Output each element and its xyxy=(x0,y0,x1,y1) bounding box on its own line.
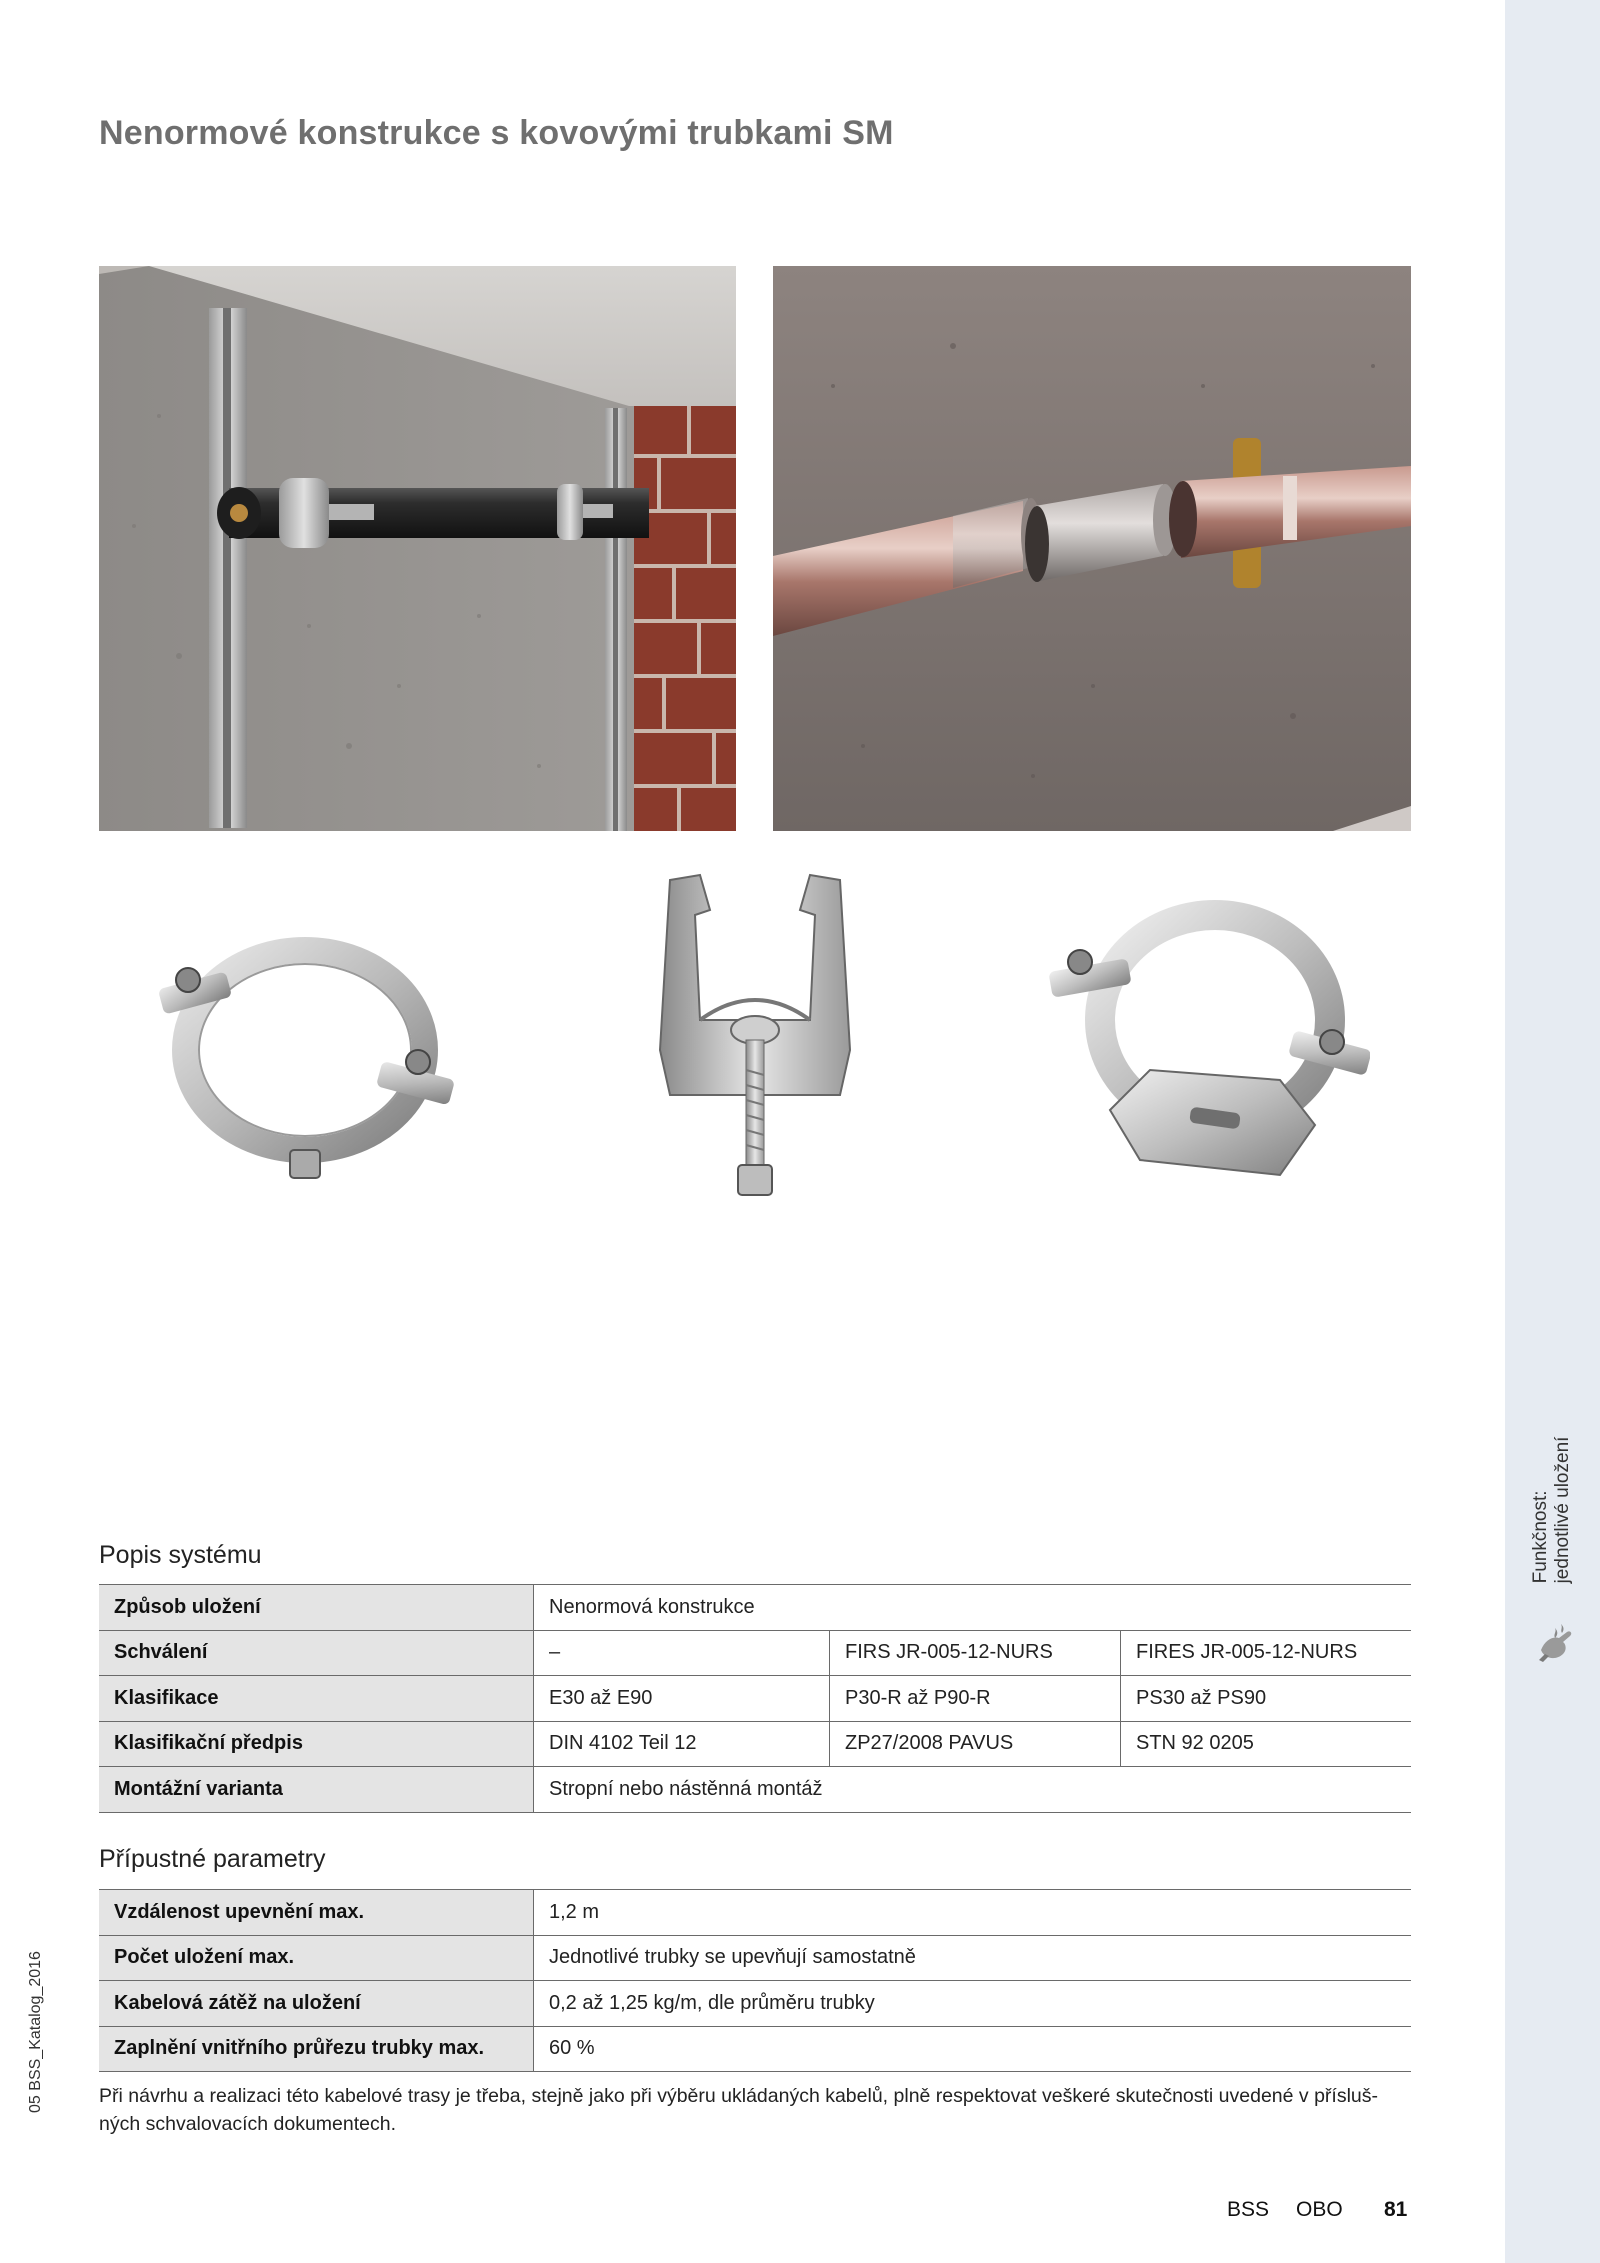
row-value: STN 92 0205 xyxy=(1121,1721,1412,1767)
permissible-parameters-table xyxy=(99,1889,1411,2072)
footer-brand-obo: OBO xyxy=(1296,2198,1343,2221)
section-side-label xyxy=(1530,1437,1574,1584)
row-label: Kabelová zátěž na uložení xyxy=(99,1981,534,2027)
pipe-clamp-two-screw-image xyxy=(140,870,470,1215)
system-description-table xyxy=(99,1584,1411,1813)
row-value: 1,2 m xyxy=(534,1890,1412,1936)
catalog-code: 05 BSS_Katalog_2016 xyxy=(27,1951,44,2113)
row-label: Počet uložení max. xyxy=(99,1935,534,1981)
row-value: – xyxy=(534,1630,830,1676)
side-label-line-1: Funkčnost: xyxy=(1530,1490,1551,1584)
page-number: 81 xyxy=(1384,2198,1408,2221)
strut-pipe-clip-image xyxy=(640,870,870,1215)
page-title: Nenormové konstrukce s kovovými trubkami SM xyxy=(99,114,894,152)
table-row xyxy=(99,1630,1411,1676)
table-row xyxy=(99,1890,1411,1936)
side-label-line-2: jednotlivé uložení xyxy=(1552,1436,1573,1584)
row-value: P30-R až P90-R xyxy=(830,1676,1121,1722)
row-label: Zaplnění vnitřního průřezu trubky max. xyxy=(99,2026,534,2072)
row-value: FIRES JR-005-12-NURS xyxy=(1121,1630,1412,1676)
photo-metal-pipe-couplings xyxy=(773,266,1411,831)
table-row xyxy=(99,1676,1411,1722)
row-value: FIRS JR-005-12-NURS xyxy=(830,1630,1121,1676)
row-label: Klasifikace xyxy=(99,1676,534,1722)
row-label: Způsob uložení xyxy=(99,1585,534,1631)
table-row xyxy=(99,1767,1411,1813)
row-label: Klasifikační předpis xyxy=(99,1721,534,1767)
table-row xyxy=(99,1721,1411,1767)
row-value: ZP27/2008 PAVUS xyxy=(830,1721,1121,1767)
row-value: Jednotlivé trubky se upevňují samostatně xyxy=(534,1935,1412,1981)
footnote-text: Při návrhu a realizaci této kabelové trasy je třeba, stejně jako při výběru ukládaných kabelů, plně respektovat veškeré skutečnosti uvedené v přísluš- ných schvalovacích dokumentech. xyxy=(99,2085,1379,2135)
row-value: PS30 až PS90 xyxy=(1121,1676,1412,1722)
row-value: E30 až E90 xyxy=(534,1676,830,1722)
row-value: Stropní nebo nástěnná montáž xyxy=(534,1767,1412,1813)
photo-pipe-on-strut-rails xyxy=(99,266,736,831)
right-sidebar-band xyxy=(1505,0,1600,2263)
pipe-clamp-with-base-image xyxy=(1040,870,1370,1215)
row-label: Vzdálenost upevnění max. xyxy=(99,1890,534,1936)
row-label: Schválení xyxy=(99,1630,534,1676)
table-row xyxy=(99,1585,1411,1631)
footer-brand-bss: BSS xyxy=(1227,2198,1270,2221)
table-row xyxy=(99,1981,1411,2027)
row-value: DIN 4102 Teil 12 xyxy=(534,1721,830,1767)
fire-hand-icon xyxy=(1533,1620,1579,1666)
row-label: Montážní varianta xyxy=(99,1767,534,1813)
row-value: 0,2 až 1,25 kg/m, dle průměru trubky xyxy=(534,1981,1412,2027)
table-row xyxy=(99,2026,1411,2072)
row-value: Nenormová konstrukce xyxy=(534,1585,1412,1631)
table-row xyxy=(99,1935,1411,1981)
system-description-heading: Popis systému xyxy=(99,1541,262,1569)
row-value: 60 % xyxy=(534,2026,1412,2072)
permissible-parameters-heading: Přípustné parametry xyxy=(99,1845,326,1873)
